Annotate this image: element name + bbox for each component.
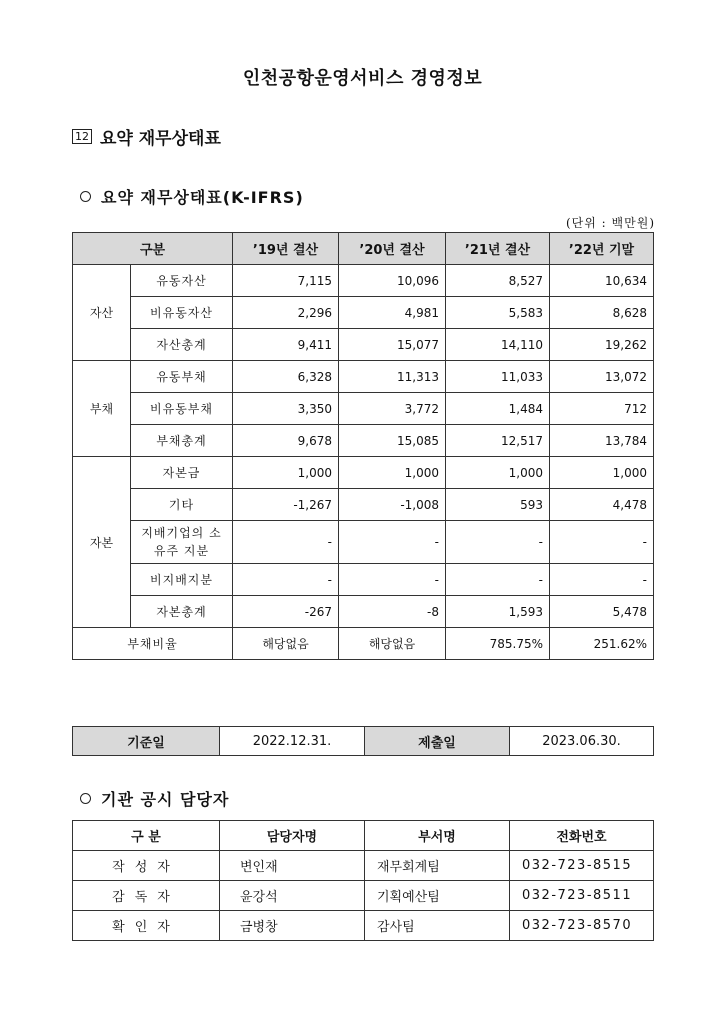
contact-heading	[80, 787, 229, 810]
header-2022: ’22년 기말	[550, 233, 654, 265]
contact-heading-text: 기관 공시 담당자	[101, 790, 230, 809]
cell-value: 8,628	[550, 297, 654, 329]
circle-bullet-icon	[80, 793, 91, 804]
contacts-table	[72, 820, 654, 941]
cell-value: -	[339, 564, 446, 596]
row-label: 유동자산	[131, 265, 233, 297]
header-2019: ’19년 결산	[233, 233, 339, 265]
circle-bullet-icon	[80, 191, 91, 202]
table-row	[73, 457, 654, 489]
row-label: 유동부채	[131, 361, 233, 393]
cell-value: -	[233, 564, 339, 596]
cell-value: 251.62%	[550, 628, 654, 660]
cell-value: 1,000	[550, 457, 654, 489]
cell-value: 785.75%	[446, 628, 550, 660]
ratio-label: 부채비율	[73, 628, 233, 660]
cell-value: 9,678	[233, 425, 339, 457]
contact-row	[73, 911, 654, 941]
table-row	[73, 596, 654, 628]
cell-value: 4,981	[339, 297, 446, 329]
row-label: 비유동자산	[131, 297, 233, 329]
contact-row	[73, 881, 654, 911]
section-title: 요약 재무상태표	[100, 129, 221, 149]
contact-phone: 032-723-8511	[510, 881, 654, 911]
cell-value: -1,008	[339, 489, 446, 521]
cell-value: 1,484	[446, 393, 550, 425]
cell-value: -	[550, 564, 654, 596]
contact-dept: 재무회계팀	[365, 851, 510, 881]
cell-value: 10,634	[550, 265, 654, 297]
cell-value: 1,000	[233, 457, 339, 489]
row-label: 자본총계	[131, 596, 233, 628]
cell-value: 3,350	[233, 393, 339, 425]
cell-value: 8,527	[446, 265, 550, 297]
cell-value: 6,328	[233, 361, 339, 393]
contact-phone: 032-723-8570	[510, 911, 654, 941]
dates-row	[73, 727, 654, 756]
header-name: 담당자명	[220, 821, 365, 851]
cell-value: -	[339, 521, 446, 564]
cell-value: 15,085	[339, 425, 446, 457]
cell-value: -267	[233, 596, 339, 628]
cell-value: 712	[550, 393, 654, 425]
base-date-label: 기준일	[73, 727, 220, 756]
table-row	[73, 393, 654, 425]
header-role: 구 분	[73, 821, 220, 851]
cell-value: -	[446, 521, 550, 564]
header-2020: ’20년 결산	[339, 233, 446, 265]
cell-value: 19,262	[550, 329, 654, 361]
row-label: 자산총계	[131, 329, 233, 361]
submit-date-value: 2023.06.30.	[510, 727, 654, 756]
cell-value: 5,583	[446, 297, 550, 329]
table-header-row	[73, 233, 654, 265]
row-label: 기타	[131, 489, 233, 521]
header-dept: 부서명	[365, 821, 510, 851]
document-title: 인천공항운영서비스 경영정보	[242, 68, 483, 89]
unit-label: (단위 : 백만원)	[566, 216, 655, 230]
contacts-header-row	[73, 821, 654, 851]
contact-name: 변인재	[220, 851, 365, 881]
submit-date-label: 제출일	[365, 727, 510, 756]
cell-value: 14,110	[446, 329, 550, 361]
row-label: 비지배지분	[131, 564, 233, 596]
cell-value: 1,000	[339, 457, 446, 489]
cell-value: 13,072	[550, 361, 654, 393]
cell-value: 1,000	[446, 457, 550, 489]
contact-role: 작성자	[73, 851, 220, 881]
cell-value: 해당없음	[233, 628, 339, 660]
contact-role: 감독자	[73, 881, 220, 911]
contact-dept: 기획예산팀	[365, 881, 510, 911]
contact-dept: 감사팀	[365, 911, 510, 941]
cell-value: 11,313	[339, 361, 446, 393]
cell-value: -	[446, 564, 550, 596]
cell-value: 10,096	[339, 265, 446, 297]
cell-value: 3,772	[339, 393, 446, 425]
cell-value: -1,267	[233, 489, 339, 521]
balance-sheet-table	[72, 232, 654, 660]
summary-heading-text: 요약 재무상태표(K-IFRS)	[101, 188, 304, 207]
table-row	[73, 265, 654, 297]
header-category: 구분	[73, 233, 233, 265]
group-asset: 자산	[73, 265, 131, 361]
contact-name: 금병창	[220, 911, 365, 941]
base-date-value: 2022.12.31.	[220, 727, 365, 756]
cell-value: 1,593	[446, 596, 550, 628]
table-row	[73, 564, 654, 596]
cell-value: -8	[339, 596, 446, 628]
row-label: 자본금	[131, 457, 233, 489]
contact-phone: 032-723-8515	[510, 851, 654, 881]
ratio-row	[73, 628, 654, 660]
cell-value: 9,411	[233, 329, 339, 361]
row-label: 지배기업의 소유주 지분	[131, 521, 233, 564]
row-label: 부채총계	[131, 425, 233, 457]
cell-value: 12,517	[446, 425, 550, 457]
contact-role: 확인자	[73, 911, 220, 941]
cell-value: 5,478	[550, 596, 654, 628]
contact-row	[73, 851, 654, 881]
cell-value: -	[233, 521, 339, 564]
contact-name: 윤강석	[220, 881, 365, 911]
group-equity: 자본	[73, 457, 131, 628]
table-row	[73, 489, 654, 521]
cell-value: 13,784	[550, 425, 654, 457]
cell-value: 15,077	[339, 329, 446, 361]
table-row	[73, 297, 654, 329]
section-number: 12	[72, 129, 92, 144]
cell-value: 593	[446, 489, 550, 521]
cell-value: 11,033	[446, 361, 550, 393]
table-row	[73, 361, 654, 393]
summary-heading	[80, 185, 304, 208]
dates-table	[72, 726, 654, 756]
header-2021: ’21년 결산	[446, 233, 550, 265]
section-heading	[72, 124, 221, 149]
header-phone: 전화번호	[510, 821, 654, 851]
row-label: 비유동부채	[131, 393, 233, 425]
group-liability: 부채	[73, 361, 131, 457]
cell-value: -	[550, 521, 654, 564]
table-row	[73, 329, 654, 361]
cell-value: 해당없음	[339, 628, 446, 660]
cell-value: 7,115	[233, 265, 339, 297]
table-row	[73, 425, 654, 457]
cell-value: 4,478	[550, 489, 654, 521]
cell-value: 2,296	[233, 297, 339, 329]
table-row	[73, 521, 654, 564]
